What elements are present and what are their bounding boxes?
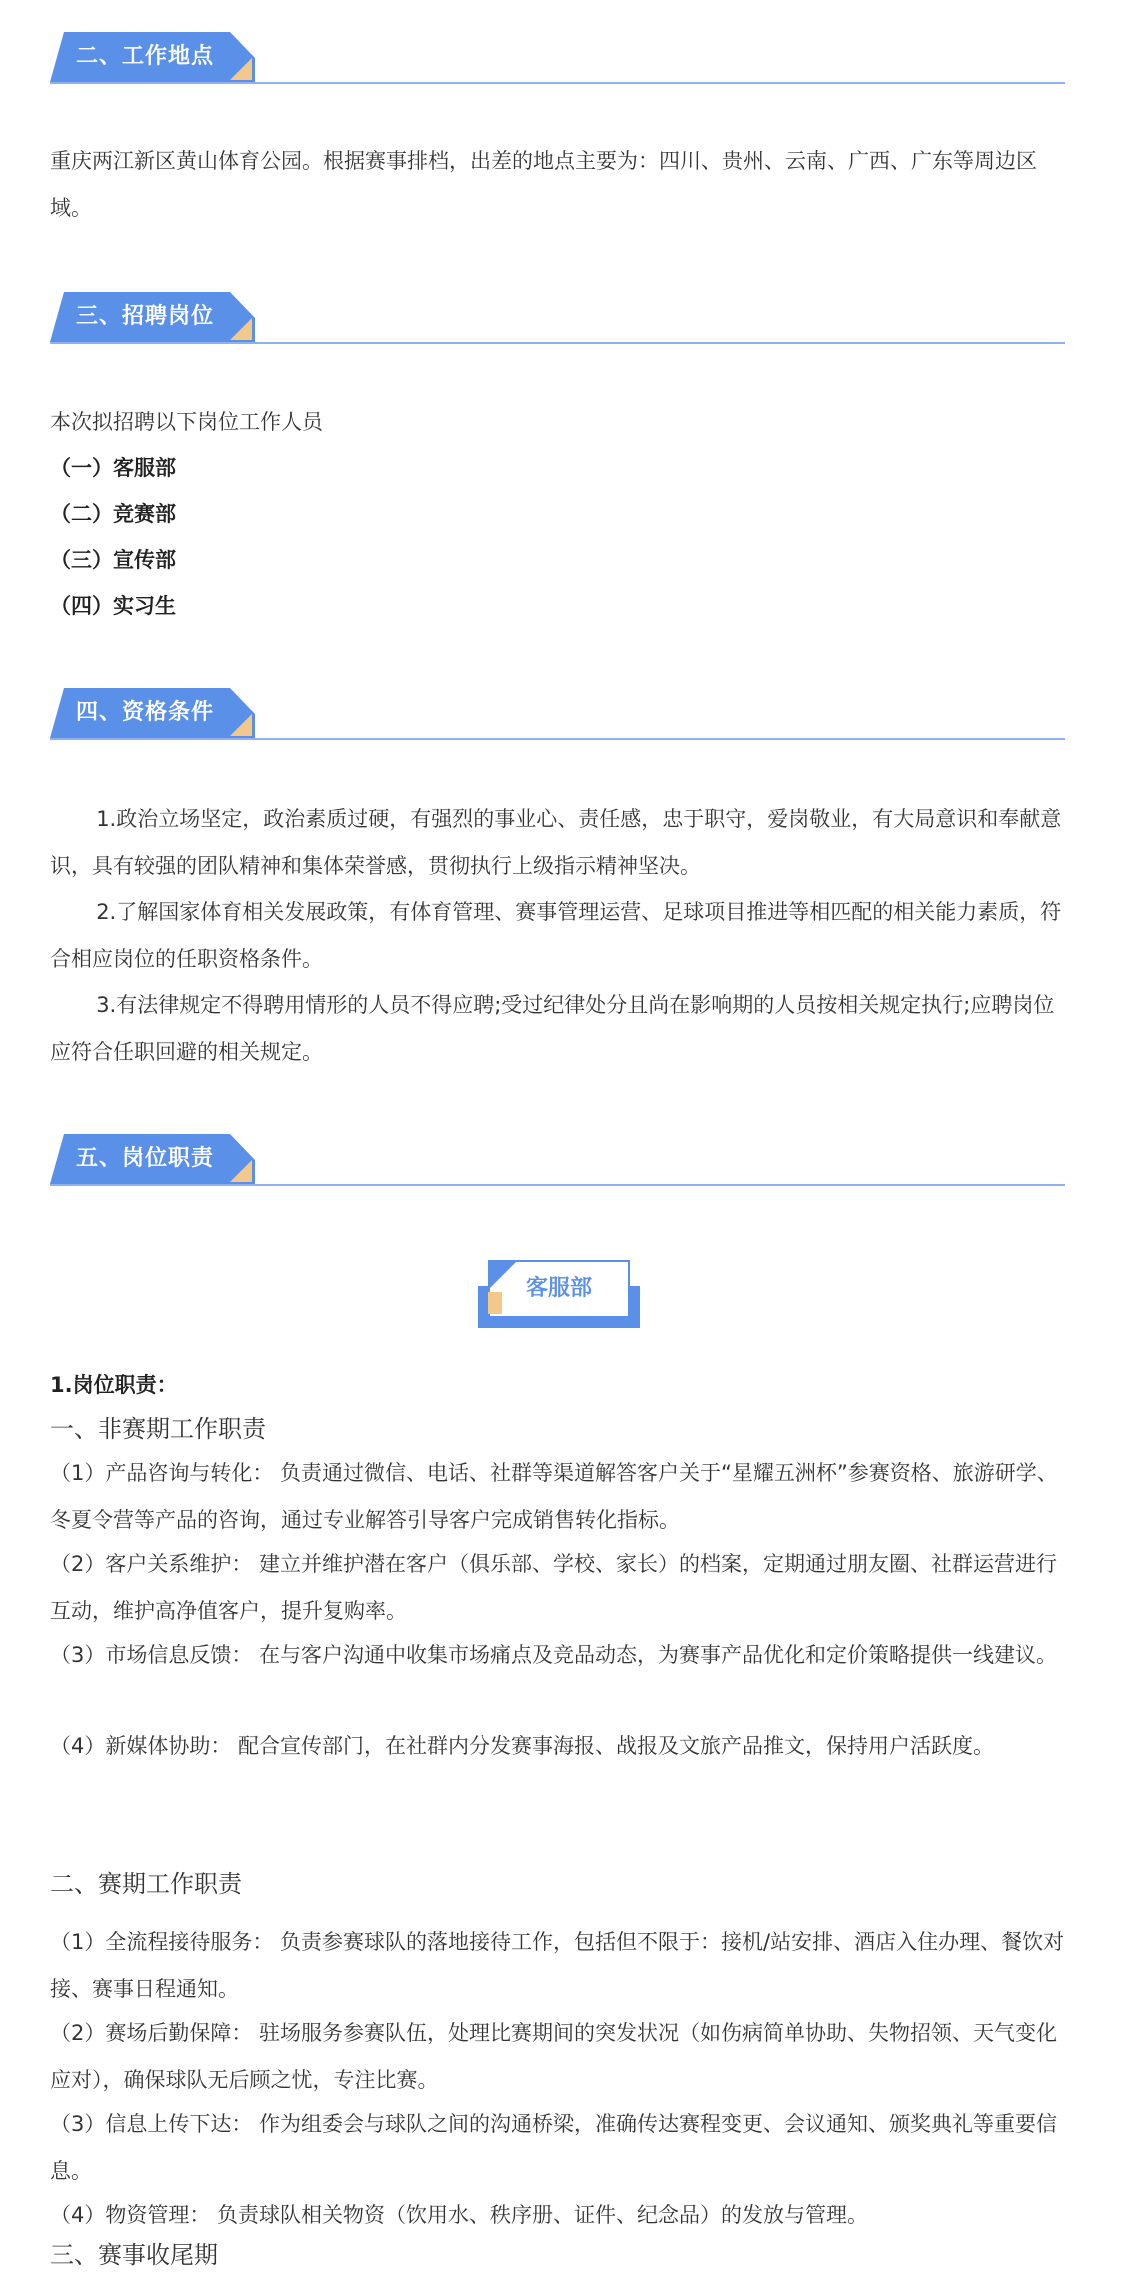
non-season-duty: （1）产品咨询与转化： 负责通过微信、电话、社群等渠道解答客户关于“星耀五洲杯”参赛资格、旅游研学、冬夏令营等产品的咨询，通过专业解答引导客户完成销售转化指标。 <box>50 1461 1058 1532</box>
non-season-title: 一、非赛期工作职责 <box>50 1415 266 1443</box>
section-divider <box>50 1184 1065 1186</box>
section-divider <box>50 82 1065 84</box>
duties-heading: 1.岗位职责： <box>50 1373 178 1397</box>
section-header-location <box>50 32 1065 90</box>
positions-intro: 本次拟招聘以下岗位工作人员 <box>50 410 323 434</box>
season-duty: （1）全流程接待服务： 负责参赛球队的落地接待工作，包括但不限于：接机/站安排、酒店入住办理、餐饮对接、赛事日程通知。 <box>50 1930 1065 2001</box>
section-header-duties <box>50 1134 1065 1192</box>
section-title: 二、工作地点 <box>76 44 215 69</box>
position-item: （四）实习生 <box>50 594 176 618</box>
position-item: （二）竞赛部 <box>50 502 176 526</box>
department-name: 客服部 <box>525 1276 592 1301</box>
department-badge <box>478 1260 640 1328</box>
section-divider <box>50 738 1065 740</box>
qualification-item: 3.有法律规定不得聘用情形的人员不得应聘;受过纪律处分且尚在影响期的人员按相关规定执行;应聘岗位应符合任职回避的相关规定。 <box>50 993 1055 1064</box>
non-season-duty: （4）新媒体协助： 配合宣传部门，在社群内分发赛事海报、战报及文旅产品推文，保持用户活跃度。 <box>50 1734 995 1758</box>
section-title: 三、招聘岗位 <box>76 304 215 329</box>
season-duty: （4）物资管理： 负责球队相关物资（饮用水、秩序册、证件、纪念品）的发放与管理。 <box>50 2203 869 2227</box>
section-title: 五、岗位职责 <box>76 1146 215 1171</box>
season-duty: （2）赛场后勤保障： 驻场服务参赛队伍，处理比赛期间的突发状况（如伤病简单协助、失物招领、天气变化应对），确保球队无后顾之忧，专注比赛。 <box>50 2021 1058 2092</box>
qualification-item: 1.政治立场坚定，政治素质过硬，有强烈的事业心、责任感，忠于职守，爱岗敬业，有大局意识和奉献意识，具有较强的团队精神和集体荣誉感，贯彻执行上级指示精神坚决。 <box>50 807 1062 878</box>
location-text: 重庆两江新区黄山体育公园。根据赛事排档，出差的地点主要为：四川、贵州、云南、广西、广东等周边区域。 <box>50 149 1037 220</box>
non-season-duty: （3）市场信息反馈： 在与客户沟通中收集市场痛点及竞品动态，为赛事产品优化和定价策略提供一线建议。 <box>50 1643 1058 1667</box>
season-title: 二、赛期工作职责 <box>50 1870 242 1898</box>
section-title: 四、资格条件 <box>76 700 215 725</box>
non-season-duty: （2）客户关系维护： 建立并维护潜在客户（俱乐部、学校、家长）的档案，定期通过朋友圈、社群运营进行互动，维护高净值客户，提升复购率。 <box>50 1552 1058 1623</box>
section-header-positions <box>50 292 1065 350</box>
section-divider <box>50 342 1065 344</box>
closing-title: 三、赛事收尾期 <box>50 2241 218 2269</box>
position-item: （三）宣传部 <box>50 548 176 572</box>
qualification-item: 2.了解国家体育相关发展政策，有体育管理、赛事管理运营、足球项目推进等相匹配的相关能力素质，符合相应岗位的任职资格条件。 <box>50 900 1062 971</box>
season-duty: （3）信息上传下达： 作为组委会与球队之间的沟通桥梁，准确传达赛程变更、会议通知、颁奖典礼等重要信息。 <box>50 2112 1058 2183</box>
position-item: （一）客服部 <box>50 456 176 480</box>
section-header-qualifications <box>50 688 1065 746</box>
